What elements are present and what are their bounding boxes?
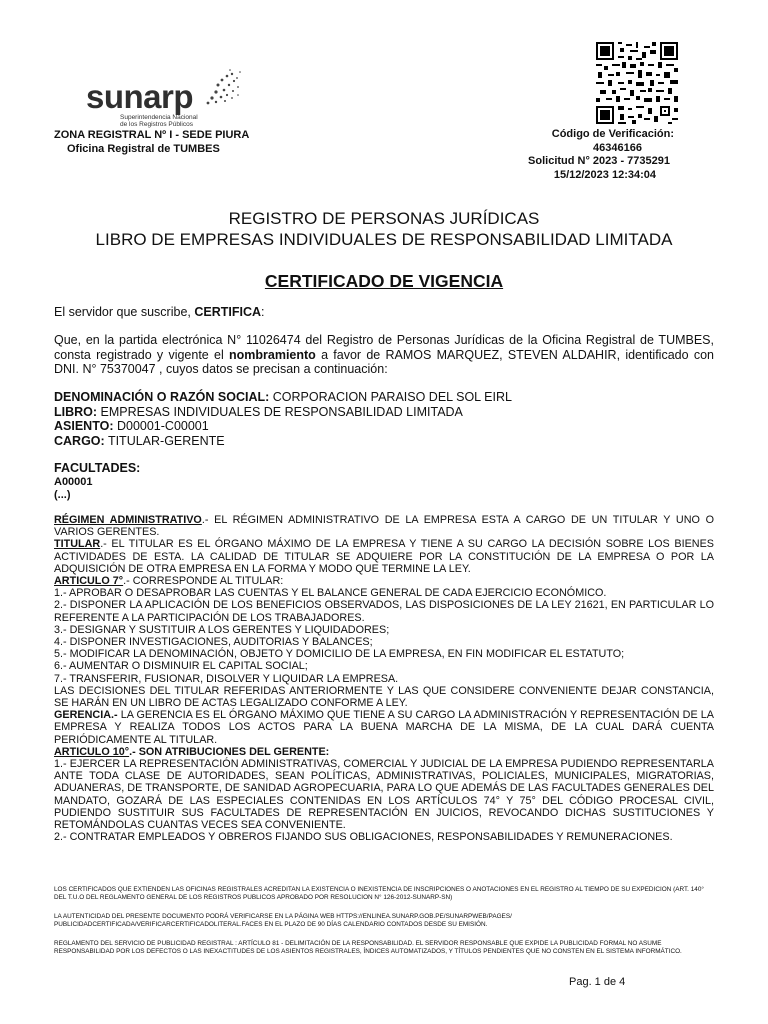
- verification-label: Código de Verificación:: [551, 128, 674, 140]
- field-value: CORPORACION PARAISO DEL SOL EIRL: [269, 390, 512, 404]
- servant-prefix: El servidor que suscribe,: [54, 305, 195, 319]
- article-7-heading: [54, 575, 714, 587]
- issue-datetime: 15/12/2023 12:34:04: [553, 168, 656, 181]
- article-10-list: [54, 758, 714, 843]
- sunarp-logo: [86, 68, 246, 130]
- footer-note-2: LA AUTENTICIDAD DEL PRESENTE DOCUMENTO PODRÁ VERIFICARSE EN LA PÁGINA WEB HTTPS://ENLINEA.SUNARP.GOB.PE/SUNARPWEB/PAGES/ PUBLICIDADCERTIFICADA/VERIFICARCERTIFICADOLITERAL.FACES EN EL PLAZO DE 90 DÍAS CALENDARIO CONTADOS DESDE SU EMISIÓN.: [54, 913, 512, 928]
- logo-subtitle: [120, 114, 198, 128]
- request-number: Solicitud N° 2023 - 7735291: [528, 155, 670, 167]
- list-item: LAS DECISIONES DEL TITULAR REFERIDAS ANTERIORMENTE Y LAS QUE CONSIDERE CONVENIENTE DEJAR CONSTANCIA, SE HARÁN EN UN LIBRO DE ACTAS LEGALIZADO CONFORME A LEY.: [54, 684, 714, 710]
- field-label: LIBRO:: [54, 404, 98, 419]
- company-fields: [54, 390, 714, 448]
- logo-subtitle-line-2: de los Registros Públicos: [120, 121, 193, 128]
- registry-zone-block: [54, 128, 249, 156]
- list-item: 2.- CONTRATAR EMPLEADOS Y OBREROS FIJANDO SUS OBLIGACIONES, RESPONSABILIDADES Y REMUNERACIONES.: [54, 831, 673, 844]
- certifica-word: CERTIFICA: [194, 305, 262, 319]
- article-10-label: ARTICULO 10°: [54, 745, 130, 758]
- facultades-code: A00001: [54, 476, 93, 488]
- servant-suffix: :: [261, 305, 265, 319]
- nombramiento-word: nombramiento: [229, 347, 316, 362]
- footer-note-3: REGLAMENTO DEL SERVICIO DE PUBLICIDAD REGISTRAL : ARTÍCULO 81 - DELIMITACIÓN DE LA RESPONSABILIDAD. EL SERVIDOR RESPONSABLE QUE EXPIDE LA PUBLICIDAD FORMAL NO ASUME RESPONSABILIDAD POR LOS DEFECTOS O LAS INEXACTITUDES DE LOS ASIENTOS REGISTRALES, ÍNDICES AUTOMATIZADOS, Y TÍTULOS PENDIENTES QUE NO CONSTEN EN EL SISTEMA INFORMÁTICO.: [54, 940, 682, 955]
- regimen-text: .- EL RÉGIMEN ADMINISTRATIVO DE LA EMPRESA ESTA A CARGO DE UN TITULAR Y UNO O VARIOS GERENTES.: [54, 514, 714, 539]
- regimen-label: RÉGIMEN ADMINISTRATIVO: [54, 514, 202, 526]
- page-number: Pag. 1 de 4: [569, 976, 626, 988]
- servant-statement: [54, 305, 714, 320]
- title-line-1: REGISTRO DE PERSONAS JURÍDICAS: [228, 209, 540, 228]
- article-10-heading: [54, 746, 714, 758]
- facultades-block: [54, 476, 714, 502]
- field-libro: [54, 405, 714, 420]
- list-item: 2.- DISPONER LA APLICACIÓN DE LOS BENEFICIOS OBSERVADOS, LAS DISPOSICIONES DE LA LEY 21621, EN PARTICULAR LO REFERENTE A LA PARTICIPACIÓN DE LOS TRABAJADORES.: [54, 599, 714, 624]
- titular-text: .- EL TITULAR ES EL ÓRGANO MÁXIMO DE LA EMPRESA Y TIENE A SU CARGO LA DECISIÓN SOBRE LOS BIENES ACTIVIDADES DE ESTA. LA CALIDAD DE TITULAR SE ADQUIERE POR LA CONSTITUCIÓN DE LA EMPRESA O POR LA ADQUISICIÓN DE OTRA EMPRESA EN LA FORMA Y MODO QUE TERMINE LA LEY.: [54, 538, 714, 575]
- field-value: D00001-C00001: [113, 419, 209, 433]
- gerencia-paragraph: [54, 709, 714, 746]
- logo-dots-icon: [196, 68, 242, 114]
- list-item: 1.- EJERCER LA REPRESENTACIÓN ADMINISTRATIVAS, COMERCIAL Y JUDICIAL DE LA EMPRESA PUDIENDO REPRESENTARLA ANTE TODA CLASE DE AUTORIDADES, SEAN POLÍTICAS, ADMINISTRATIVAS, POLICIALES, MUNICIPALES, MIGRATORIAS, ADUANERAS, DE TRANSPORTE, DE SANIDAD AGROPECUARIA, PARA LO QUE ADEMÁS DE LAS FACULTADES GENERALES DEL MANDATO, GOZARÁ DE LAS ESPECIALES CONTENIDAS EN LOS ARTÍCULOS 74° Y 75° DEL CÓDIGO PROCESAL CIVIL, PUDIENDO SUSTITUIR SUS FACULTADES DE REPRESENTACIÓN EN JUICIOS, REVOCANDO DICHAS SUSTITUCIONES Y RETOMÁNDOLAS CUANTAS VECES SEA CONVENIENTE.: [54, 758, 714, 832]
- title-line-2: LIBRO DE EMPRESAS INDIVIDUALES DE RESPONSABILIDAD LIMITADA: [95, 230, 673, 249]
- faculties-body: [54, 514, 714, 843]
- field-cargo: [54, 434, 714, 449]
- field-value: EMPRESAS INDIVIDUALES DE RESPONSABILIDAD LIMITADA: [97, 404, 463, 419]
- list-item: 3.- DESIGNAR Y SUSTITUIR A LOS GERENTES Y LIQUIDADORES;: [54, 623, 390, 636]
- verification-block: [520, 128, 674, 182]
- field-denominacion: [54, 390, 714, 405]
- registration-paragraph: [54, 333, 714, 377]
- registry-office: Oficina Registral de TUMBES: [67, 143, 220, 155]
- gerencia-label: GERENCIA.-: [54, 709, 118, 722]
- field-label: DENOMINACIÓN O RAZÓN SOCIAL:: [54, 390, 270, 404]
- regimen-paragraph: [54, 514, 714, 538]
- article-7-text: .- CORRESPONDE AL TITULAR:: [123, 575, 284, 588]
- footer-note-1: LOS CERTIFICADOS QUE EXTIENDEN LAS OFICINAS REGISTRALES ACREDITAN LA EXISTENCIA O INEXISTENCIA DE INSCRIPCIONES O ANOTACIONES EN EL REGISTRO AL TIEMPO DE SU EXPEDICION (ART. 140° DEL T.U.O DEL REGLAMENTO GENERAL DE LOS REGISTROS PUBLICOS APROBADO POR RESOLUCION N° 126-2012-SUNARP-SN): [54, 886, 704, 901]
- certificate-title: CERTIFICADO DE VIGENCIA: [264, 271, 504, 291]
- registry-zone: ZONA REGISTRAL Nº I - SEDE PIURA: [54, 129, 250, 141]
- list-item: 6.- AUMENTAR O DISMINUIR EL CAPITAL SOCIAL;: [54, 660, 308, 673]
- logo-wordmark: sunarp: [86, 78, 194, 115]
- field-value: TITULAR-GERENTE: [104, 433, 225, 448]
- document-title: [0, 208, 768, 250]
- facultades-label: FACULTADES:: [54, 461, 141, 475]
- verification-code: 46346166: [593, 141, 642, 154]
- registration-text-a: Que, en la partida electrónica N° 11026474 del Registro de Personas Jurídicas de la Oficina Registral de TUMBES, consta registrado y vigente el: [54, 333, 714, 362]
- facultades-ellipsis: (...): [54, 489, 71, 501]
- field-asiento: [54, 419, 714, 434]
- list-item: 1.- APROBAR O DESAPROBAR LAS CUENTAS Y EL BALANCE GENERAL DE CADA EJERCICIO ECONÓMICO.: [54, 587, 607, 600]
- titular-label: TITULAR: [54, 538, 101, 551]
- list-item: 4.- DISPONER INVESTIGACIONES, AUDITORIAS Y BALANCES;: [54, 636, 373, 649]
- article-7-label: ARTICULO 7°: [54, 575, 124, 588]
- article-10-text: .- SON ATRIBUCIONES DEL GERENTE:: [129, 745, 330, 758]
- gerencia-text: LA GERENCIA ES EL ÓRGANO MÁXIMO QUE TIENE A SU CARGO LA ADMINISTRACIÓN Y REPRESENTACIÓN DE LA EMPRESA Y REALIZA TODOS LOS ACTOS PARA LA BUENA MARCHA DE LA MISMA, DE LA CUAL DARÁ CUENTA PERIÓDICAMENTE AL TITULAR.: [54, 709, 714, 746]
- titular-paragraph: [54, 538, 714, 575]
- logo-subtitle-line-1: Superintendencia Nacional: [120, 114, 198, 121]
- field-label: CARGO:: [54, 433, 105, 448]
- list-item: 7.- TRANSFERIR, FUSIONAR, DISOLVER Y LIQUIDAR LA EMPRESA.: [54, 672, 399, 685]
- article-7-list: [54, 587, 714, 709]
- qr-code-icon: [596, 42, 678, 124]
- certificate-heading: [0, 271, 768, 292]
- field-label: ASIENTO:: [54, 419, 114, 433]
- registration-text-b: a favor de RAMOS MARQUEZ, STEVEN ALDAHIR, identificado con DNI. N° 75370047 , cuyos datos se precisan a continuación:: [54, 347, 714, 376]
- list-item: 5.- MODIFICAR LA DENOMINACIÓN, OBJETO Y DOMICILIO DE LA EMPRESA, EN FIN MODIFICAR EL ESTATUTO;: [54, 648, 625, 661]
